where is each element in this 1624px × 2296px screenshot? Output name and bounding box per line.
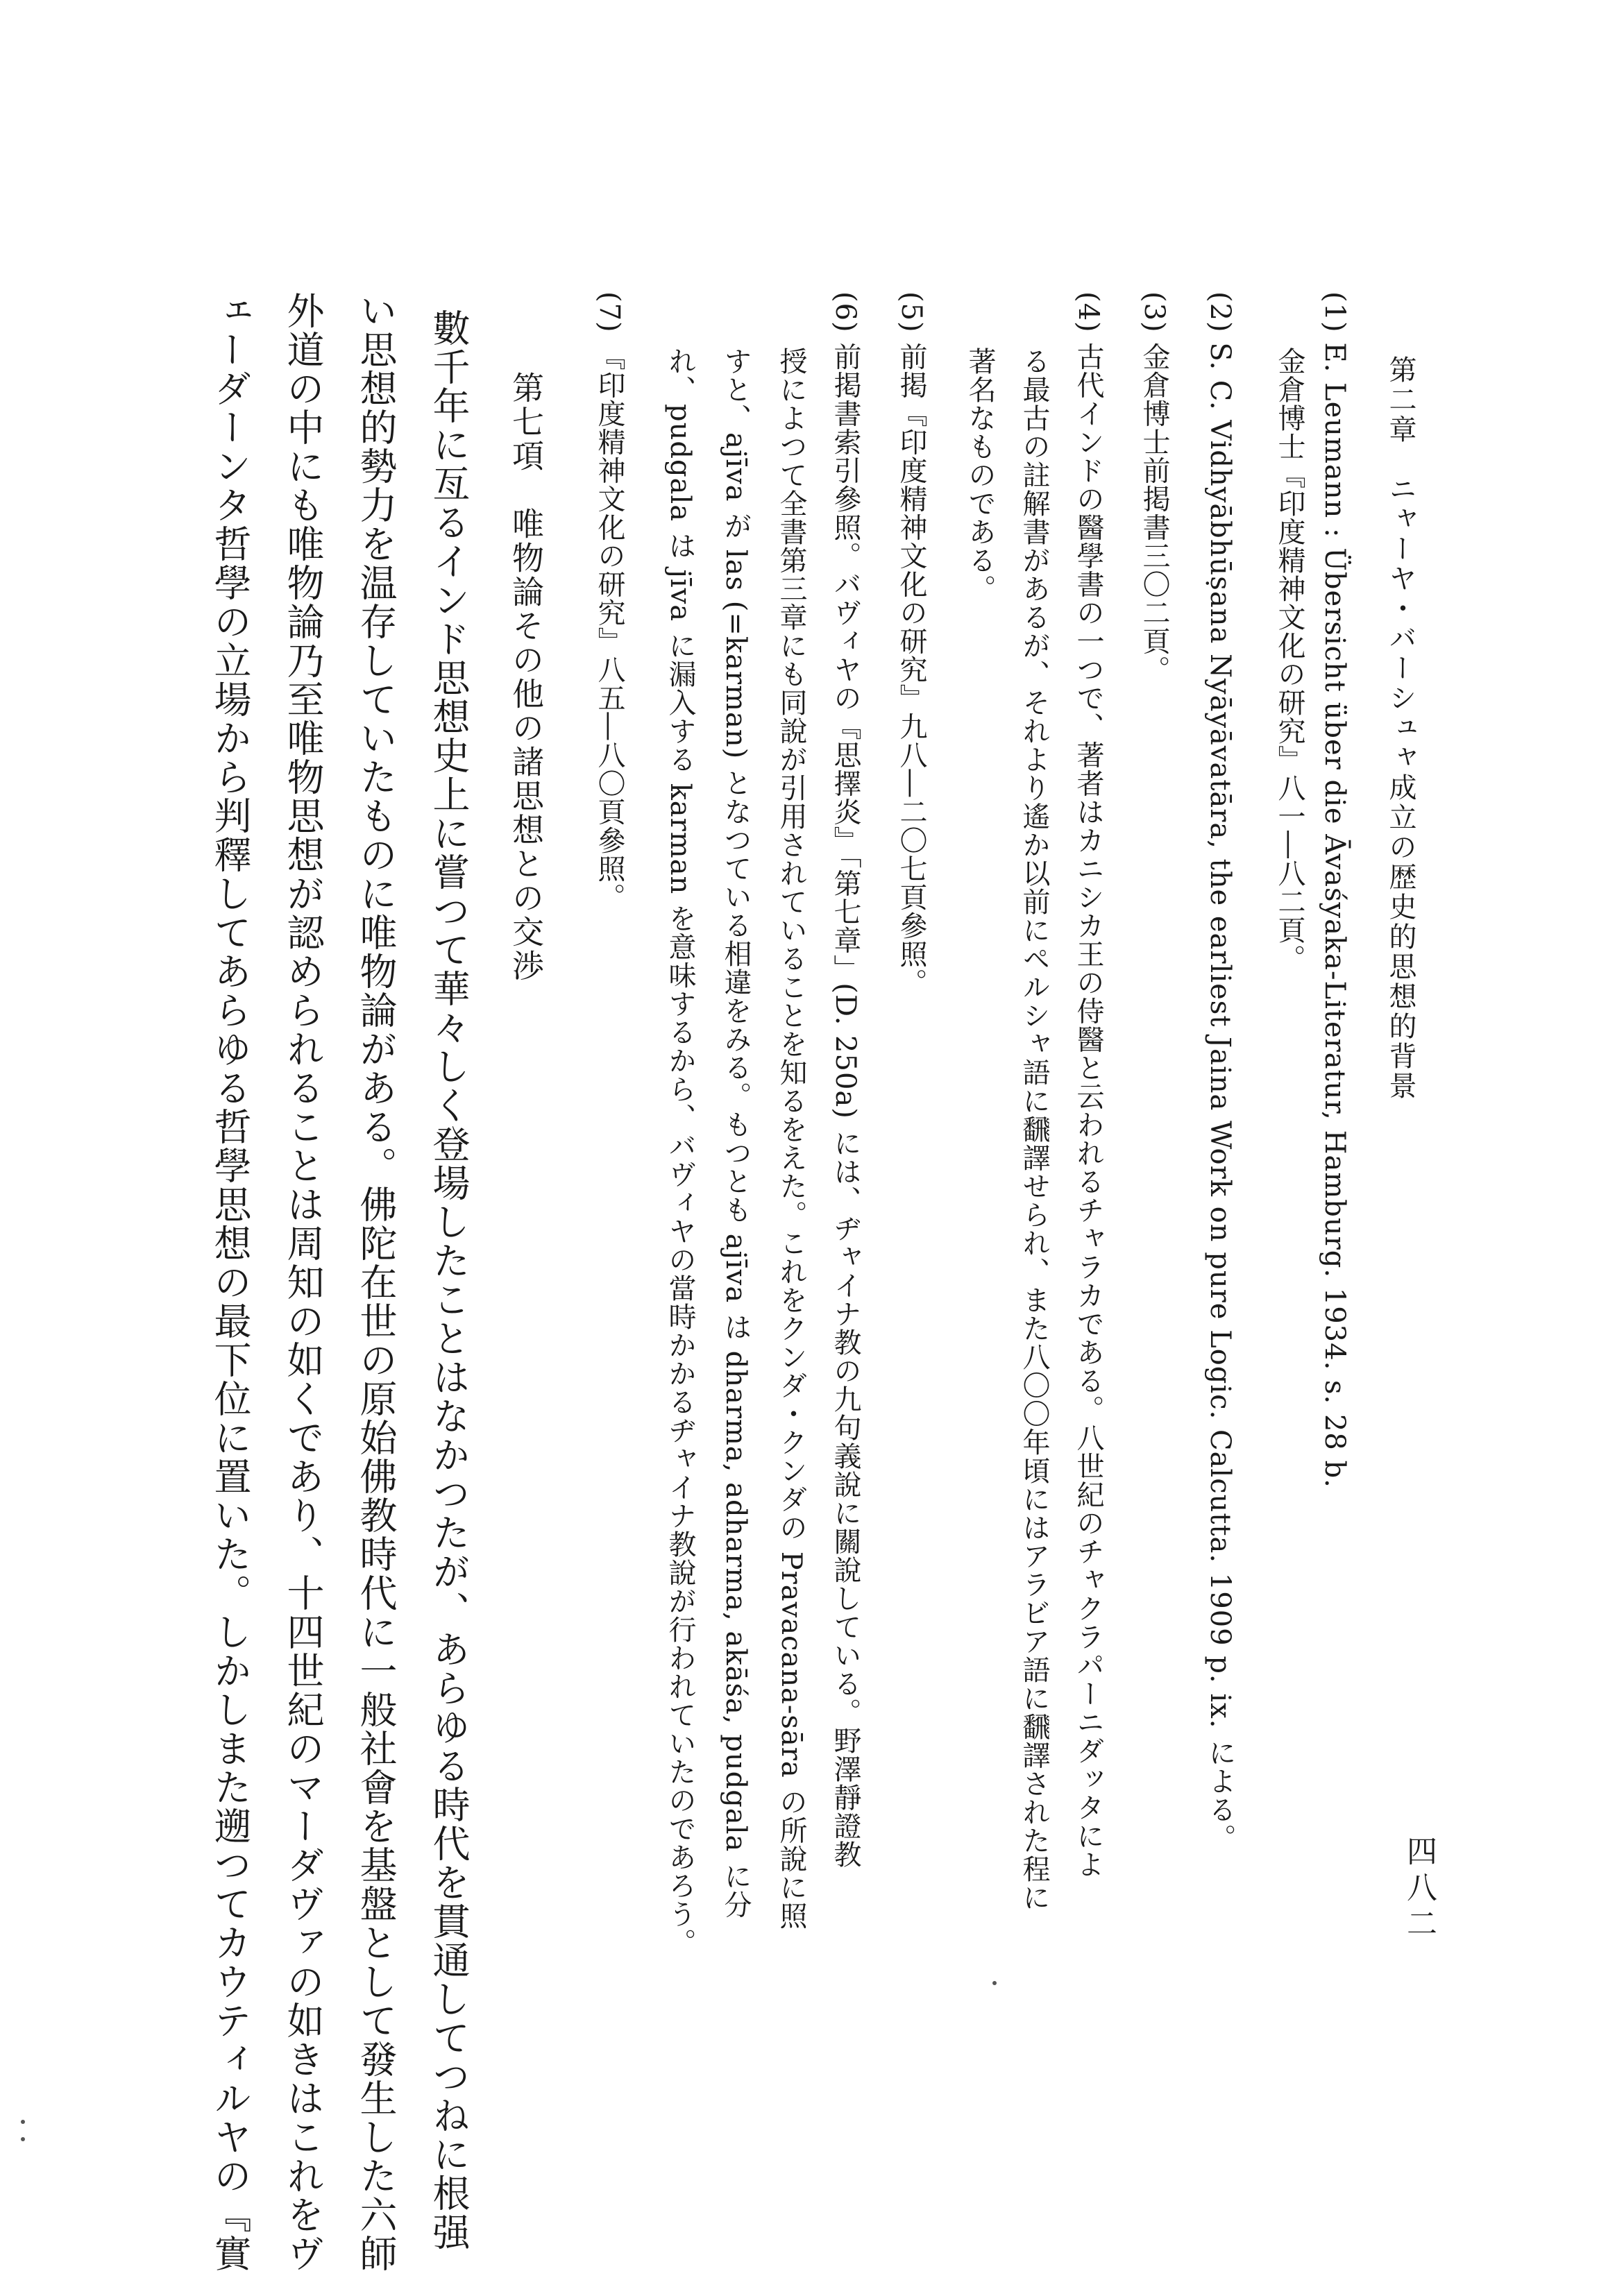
footnote-4-line-1: (4) 古代インドの醫學書の一つで、著者はカニシカ王の侍醫と云われるチャラカである。八世紀のチャクラパーニダッタによ bbox=[1072, 291, 1104, 1879]
body-line-2: い思想的勢力を温存していたものに唯物論がある。佛陀在世の原始佛教時代に一般社會を基盤として發生した六師 bbox=[354, 291, 398, 2273]
scan-speck bbox=[21, 2137, 25, 2141]
footnote-4-line-2: る最古の註解書があるが、それより遙か以前にペルシャ語に飜譯せられ、また八〇〇年頃にはアラビア語に飜譯された程に bbox=[1018, 347, 1050, 1912]
page-number: 四八二 bbox=[1401, 1835, 1437, 1944]
footnote-6-line-2: 授によつて全書第三章にも同說が引用されていることを知るをえた。これをクンダ・クンダの Pravacana-sāra の所說に照 bbox=[775, 347, 807, 1930]
body-line-1: 數千年に亙るインド思想史上に嘗つて華々しく登場したことはなかつたが、あらゆる時代を貫通してつねに根强 bbox=[427, 309, 471, 2252]
footnote-4-line-3: 著名なものである。 bbox=[964, 347, 996, 603]
footnote-1-line-1: (1) E. Leumann : Übersicht über die Āvaśyaka-Literatur, Hamburg. 1934. s. 28 b. bbox=[1319, 291, 1351, 1488]
body-line-4: ェーダーンタ哲學の立場から判釋してあらゆる哲學思想の最下位に置いた。しかしまた遡つてカウティルヤの『實 bbox=[208, 291, 252, 2273]
body-line-3: 外道の中にも唯物論乃至唯物思想が認められることは周知の如くであり、十四世紀のマーダヴァの如きはこれをヴ bbox=[281, 291, 325, 2273]
section-heading: 第七項 唯物論その他の諸思想との交渉 bbox=[507, 371, 545, 983]
footnote-6-line-3: すと、ajīva が las (=karman) となつている相違をみる。もつとも ajīva は dharma, adharma, akāśa, pudgala に分 bbox=[720, 347, 752, 1919]
scan-speck bbox=[21, 2120, 25, 2124]
footnote-6-line-1: (6) 前掲書索引參照。バヴィヤの『思擇炎』「第七章」(D. 250a) には、ヂャイナ教の九句義說に關說している。野澤靜證教 bbox=[829, 291, 861, 1869]
scan-speck bbox=[992, 1981, 997, 1985]
footnote-3: (3) 金倉博士前掲書三〇二頁。 bbox=[1138, 291, 1170, 684]
footnote-6-line-4: れ、pudgala は jīva に漏入する karman を意味するから、バヴィヤの當時かかるヂャイナ教說が行われていたのであろう。 bbox=[664, 347, 696, 1957]
footnote-1-line-2: 金倉博士『印度精神文化の研究』八一―八二頁。 bbox=[1274, 347, 1305, 973]
footnote-7: (7) 『印度精神文化の研究』八五―八〇頁參照。 bbox=[593, 291, 625, 912]
running-header: 第二章 ニャーヤ・バーシュャ成立の歴史的思想的背景 bbox=[1385, 355, 1416, 1101]
footnote-2: (2) S. C. Vidhyābhūṣana Nyāyāvatāra, the earliest Jaina Work on pure Logic. Calcutta. 1909 p. ix. による。 bbox=[1204, 291, 1236, 1853]
footnote-5: (5) 前掲『印度精神文化の研究』九八―二〇七頁參照。 bbox=[895, 291, 927, 997]
